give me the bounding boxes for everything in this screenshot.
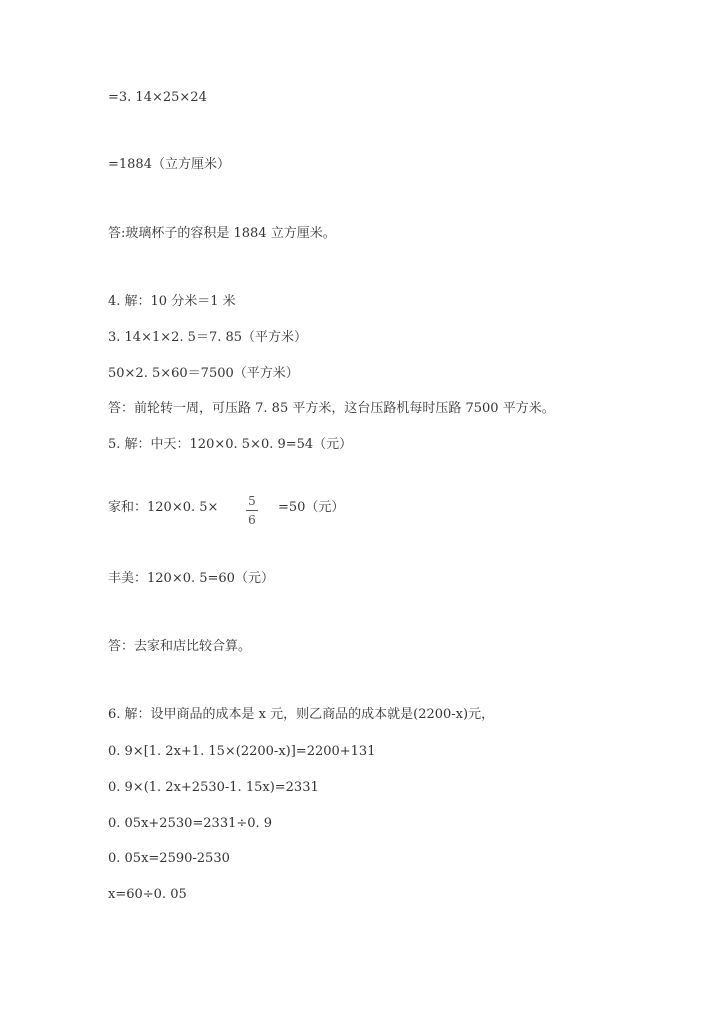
calc-line: =3. 14×25×24 xyxy=(108,90,207,105)
calc-line: 3. 14×1×2. 5＝7. 85（平方米） xyxy=(108,330,308,345)
answer-line: 答：前轮转一周，可压路 7. 85 平方米，这台压路机每时压路 7500 平方米。 xyxy=(108,401,555,416)
problem-5-heading: 5. 解：中天：120×0. 5×0. 9=54（元） xyxy=(108,437,353,452)
fraction-denominator: 6 xyxy=(248,513,256,527)
calc-line: 丰美：120×0. 5=60（元） xyxy=(108,571,274,586)
calc-line: 0. 05x+2530=2331÷0. 9 xyxy=(108,816,273,831)
calc-line: 家和：120×0. 5× xyxy=(108,500,219,515)
fraction xyxy=(244,494,260,527)
calc-line: x=60÷0. 05 xyxy=(108,887,187,902)
problem-4-heading: 4. 解：10 分米＝1 米 xyxy=(108,294,236,309)
calc-line: =1884（立方厘米） xyxy=(108,157,230,172)
fraction-numerator: 5 xyxy=(248,494,256,508)
fraction-bar xyxy=(246,510,258,511)
answer-line: 答:玻璃杯子的容积是 1884 立方厘米。 xyxy=(108,226,336,241)
calc-line: 0. 05x=2590-2530 xyxy=(108,851,230,866)
problem-6-heading: 6. 解：设甲商品的成本是 x 元，则乙商品的成本就是(2200-x)元， xyxy=(108,707,495,722)
answer-line: 答：去家和店比较合算。 xyxy=(108,639,252,654)
calc-line: 0. 9×(1. 2x+2530-1. 15x)=2331 xyxy=(108,780,319,795)
calc-result: =50（元） xyxy=(278,500,345,515)
calc-line: 0. 9×[1. 2x+1. 15×(2200-x)]=2200+131 xyxy=(108,744,376,759)
calc-line: 50×2. 5×60＝7500（平方米） xyxy=(108,366,299,381)
